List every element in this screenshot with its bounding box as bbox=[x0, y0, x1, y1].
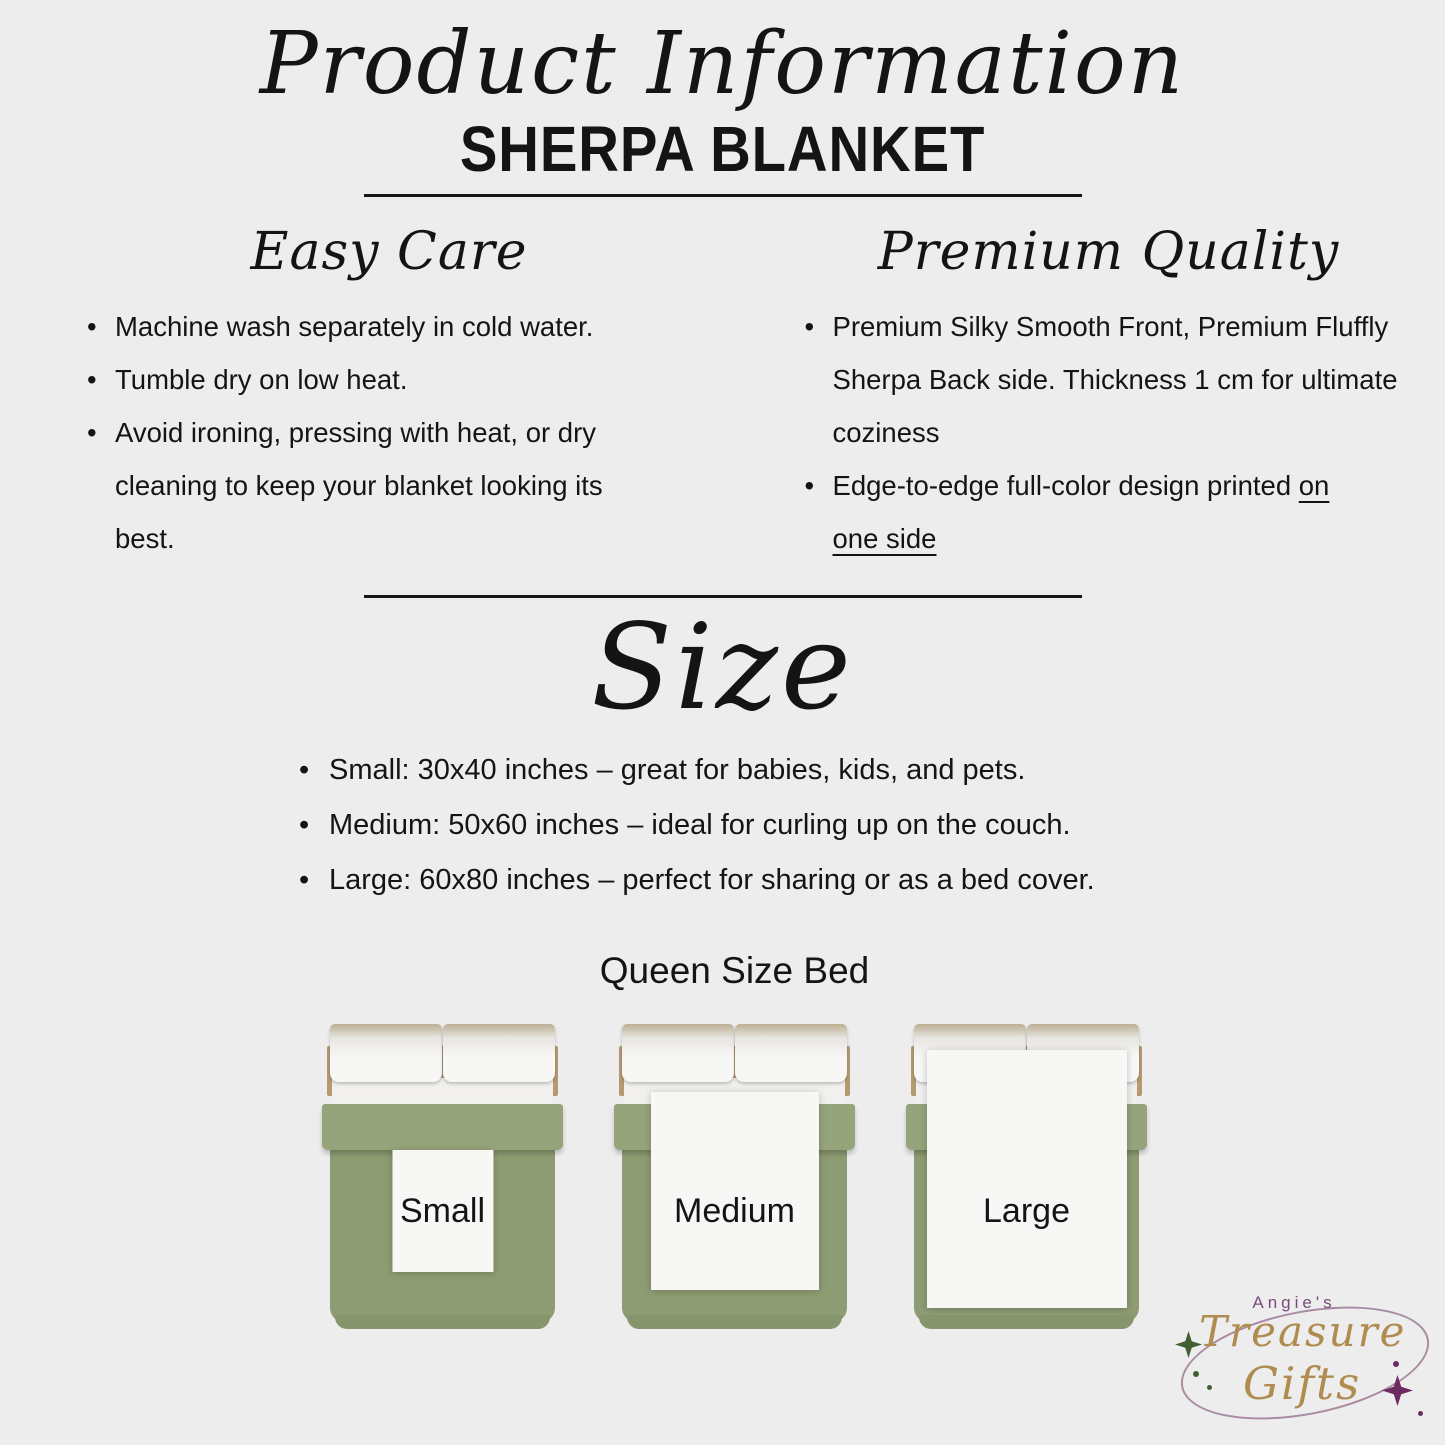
list-item: • Tumble dry on low heat. bbox=[85, 353, 697, 406]
sparkle-dot bbox=[1418, 1411, 1423, 1416]
page-title: Product Information bbox=[259, 14, 1186, 114]
logo-word-treasure: Treasure bbox=[1199, 1307, 1407, 1356]
bed-illustration-large bbox=[909, 1020, 1144, 1332]
bed-illustration-medium bbox=[617, 1020, 852, 1332]
size-list bbox=[297, 743, 1445, 908]
premium-quality-list bbox=[803, 300, 1421, 565]
blanket-size-label: Small bbox=[399, 1192, 486, 1231]
feature-columns bbox=[0, 221, 1445, 564]
sparkle-dot bbox=[1193, 1371, 1199, 1377]
pillow bbox=[330, 1024, 442, 1082]
easy-care-section bbox=[0, 221, 723, 564]
header-divider bbox=[364, 194, 1082, 197]
blanket-size-label: Medium bbox=[674, 1192, 795, 1231]
product-name bbox=[0, 112, 1445, 184]
logo-owner-name: Angie's bbox=[1252, 1293, 1336, 1312]
list-item: • Avoid ironing, pressing with heat, or dry cleaning to keep your blanket looking its best. bbox=[85, 406, 697, 565]
list-item: • Small: 30x40 inches – great for babies, kids, and pets. bbox=[297, 743, 1445, 798]
list-item bbox=[803, 459, 1421, 565]
premium-quality-section bbox=[723, 221, 1445, 564]
pillow bbox=[443, 1024, 555, 1082]
printed-side-underline-2: one side bbox=[832, 522, 937, 554]
logo-word-gifts: Gifts bbox=[1243, 1357, 1362, 1410]
list-item: • Medium: 50x60 inches – ideal for curling up on the couch. bbox=[297, 798, 1445, 853]
queen-size-bed-label: Queen Size Bed bbox=[599, 950, 870, 992]
pillow bbox=[735, 1024, 847, 1082]
blanket-medium bbox=[651, 1092, 819, 1290]
easy-care-heading: Easy Care bbox=[250, 222, 528, 283]
premium-quality-heading: Premium Quality bbox=[877, 222, 1340, 283]
list-item: • Premium Silky Smooth Front, Premium Fluffly Sherpa Back side. Thickness 1 cm for ultimate coziness bbox=[803, 300, 1421, 459]
size-heading: Size bbox=[591, 597, 854, 736]
blanket-size-label: Large bbox=[983, 1192, 1070, 1231]
blanket-large bbox=[927, 1050, 1127, 1308]
printed-side-text: Edge-to-edge full-color design printed bbox=[832, 469, 1299, 501]
sparkle-dot bbox=[1393, 1361, 1399, 1367]
list-item: • Machine wash separately in cold water. bbox=[85, 300, 697, 353]
easy-care-list bbox=[85, 300, 697, 565]
product-name-text: SHERPA BLANKET bbox=[459, 113, 986, 186]
brand-logo bbox=[1177, 1281, 1439, 1433]
printed-side-underline-1: on bbox=[1298, 469, 1330, 501]
list-item: • Large: 60x80 inches – perfect for sharing or as a bed cover. bbox=[297, 853, 1445, 908]
bed-illustration-small bbox=[325, 1020, 560, 1332]
sparkle-dot bbox=[1207, 1385, 1212, 1390]
pillow bbox=[622, 1024, 734, 1082]
